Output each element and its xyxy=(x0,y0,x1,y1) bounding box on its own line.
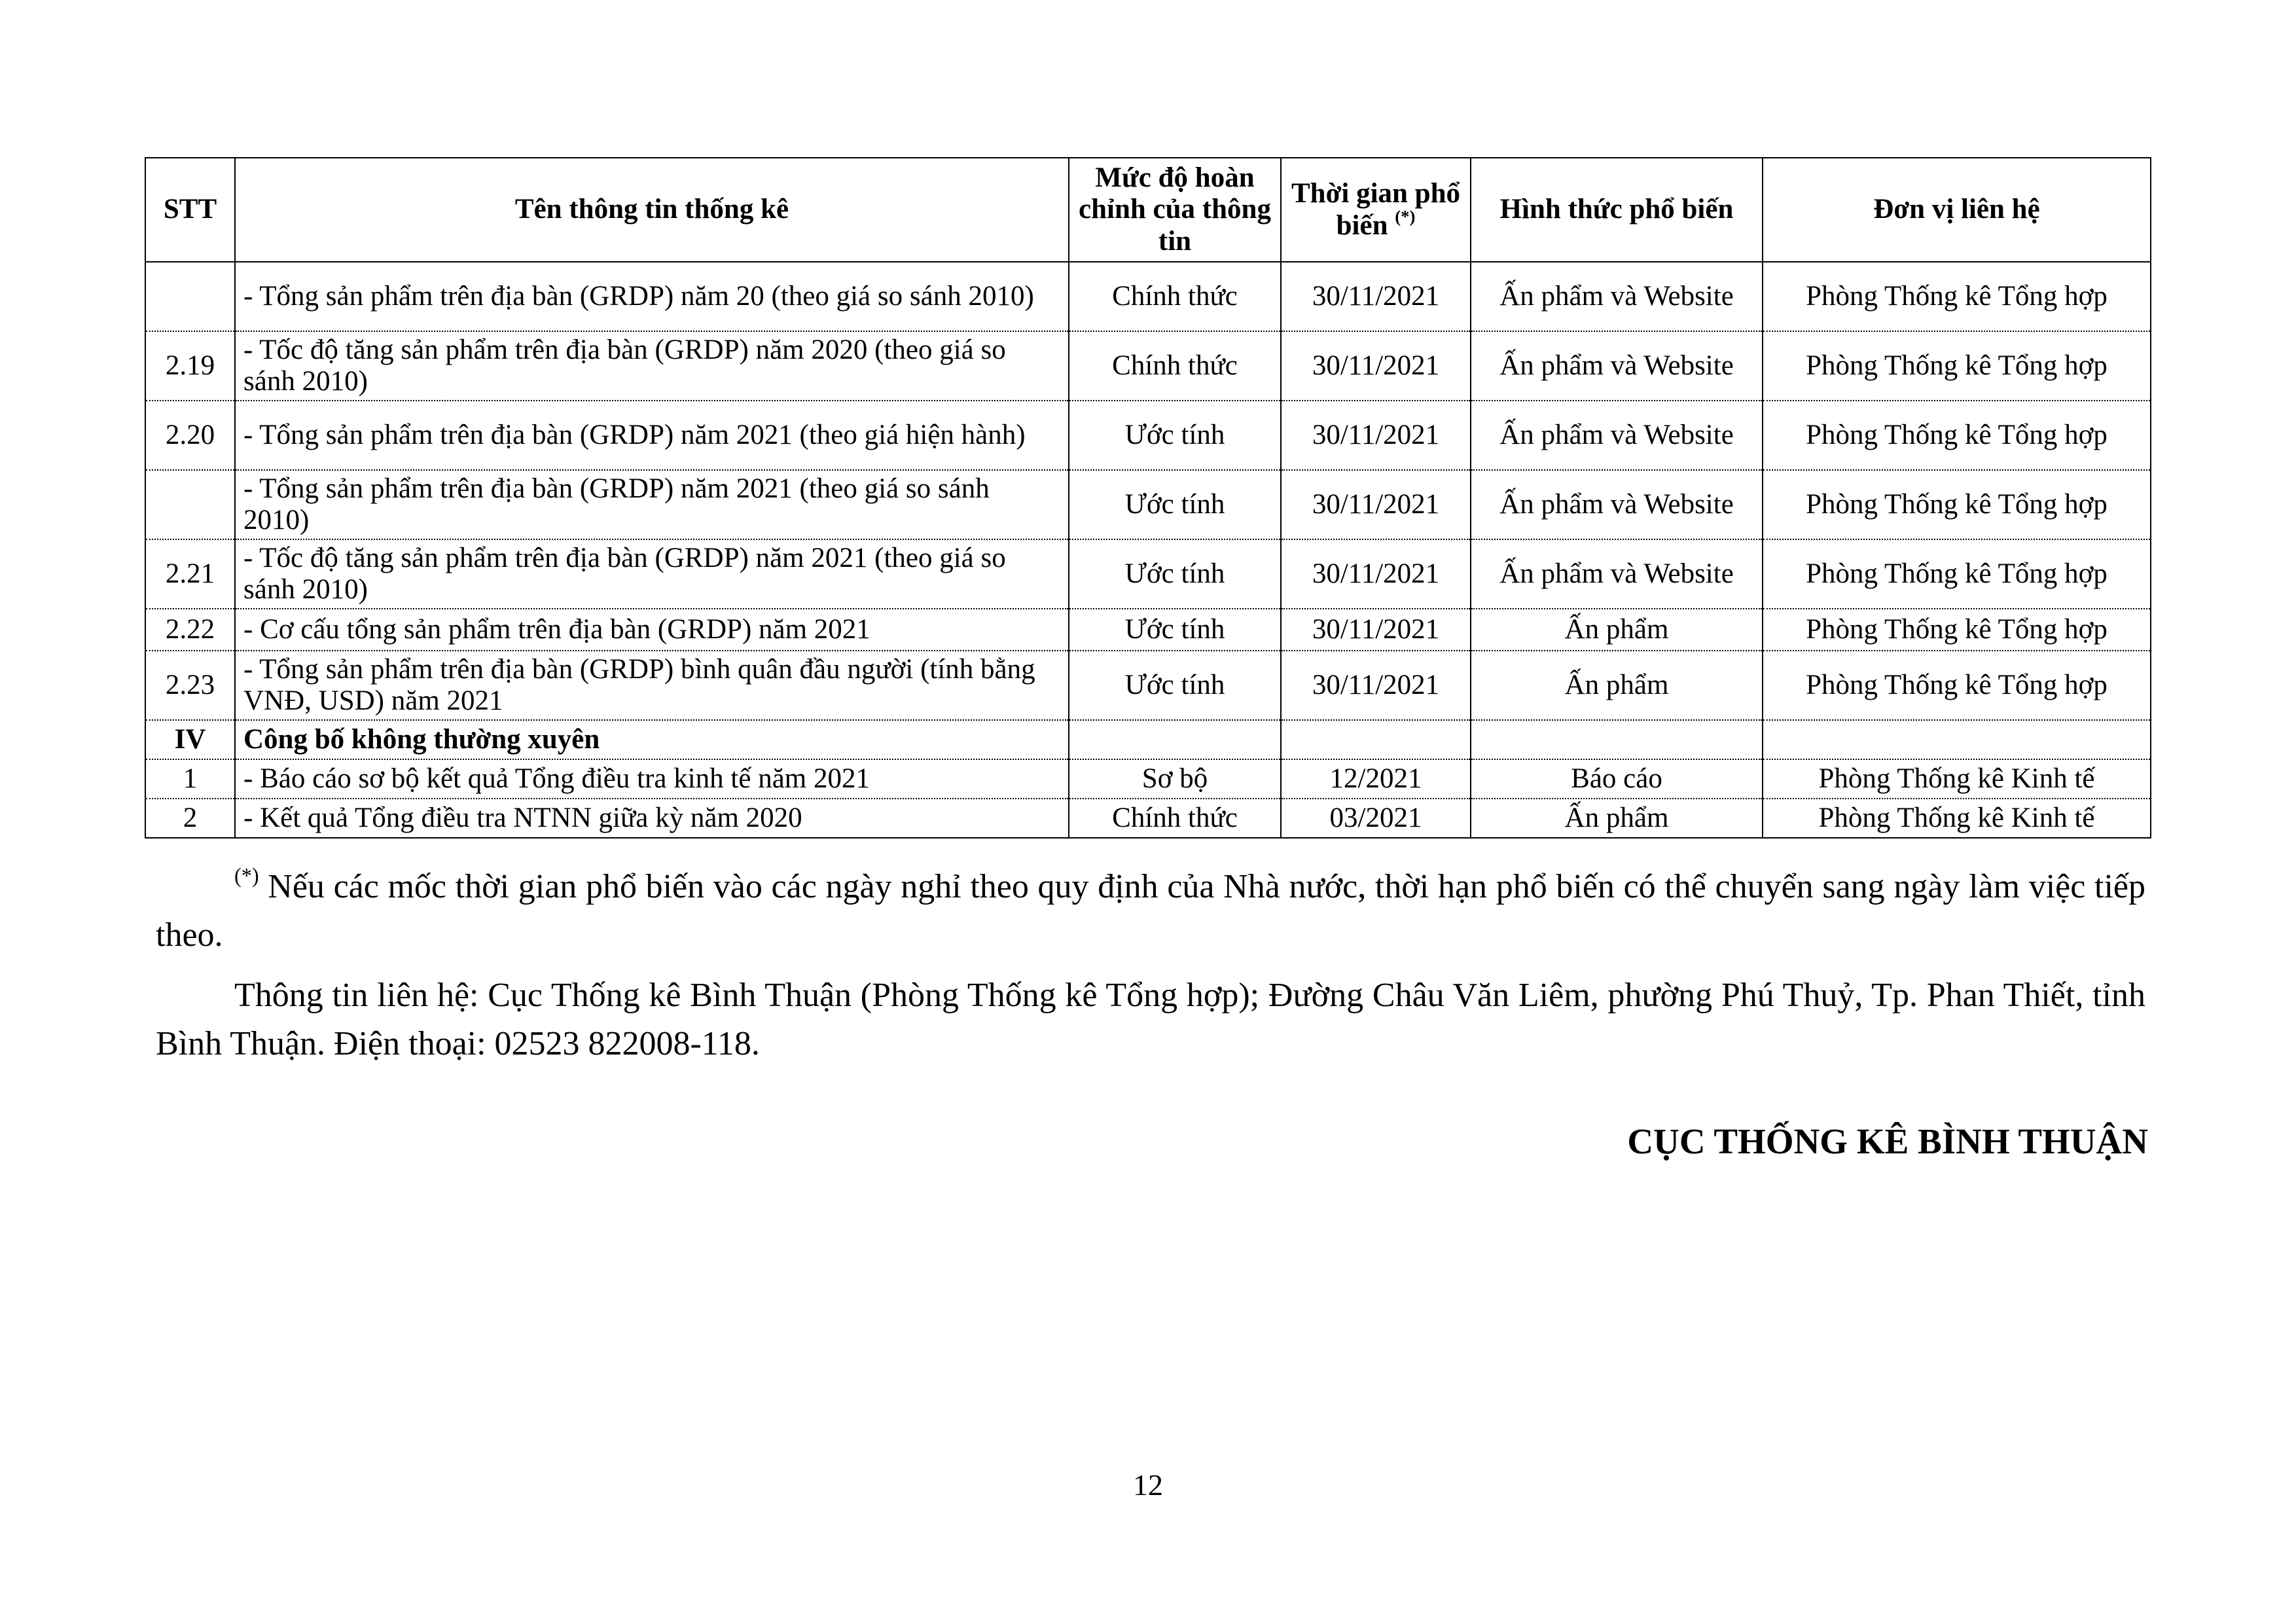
table-row xyxy=(145,470,2151,539)
cell-unit: Phòng Thống kê Tổng hợp xyxy=(1763,609,2151,651)
footnote-text: Nếu các mốc thời gian phổ biến vào các ngày nghỉ theo quy định của Nhà nước, thời hạn phổ biến có thể chuyển sang ngày làm việc tiếp theo. xyxy=(156,868,2145,954)
cell-form: Ấn phẩm và Website xyxy=(1471,262,1763,331)
cell-stt xyxy=(145,262,235,331)
cell-unit: Phòng Thống kê Tổng hợp xyxy=(1763,651,2151,720)
cell-time: 12/2021 xyxy=(1281,759,1471,799)
cell-level: Ước tính xyxy=(1069,651,1281,720)
cell-unit: Phòng Thống kê Tổng hợp xyxy=(1763,262,2151,331)
cell-time: 30/11/2021 xyxy=(1281,539,1471,609)
table-row xyxy=(145,759,2151,799)
cell-unit: Phòng Thống kê Tổng hợp xyxy=(1763,470,2151,539)
statistics-table xyxy=(145,157,2151,839)
cell-level: Chính thức xyxy=(1069,331,1281,401)
cell-stt: 2 xyxy=(145,799,235,838)
cell-form: Báo cáo xyxy=(1471,759,1763,799)
cell-name: - Tốc độ tăng sản phẩm trên địa bàn (GRDP) năm 2021 (theo giá so sánh 2010) xyxy=(235,539,1069,609)
footnote xyxy=(156,863,2145,960)
cell-unit: Phòng Thống kê Kinh tế xyxy=(1763,759,2151,799)
cell-form: Ấn phẩm xyxy=(1471,651,1763,720)
header-stt: STT xyxy=(145,158,235,262)
cell-time xyxy=(1281,720,1471,759)
cell-stt: 2.21 xyxy=(145,539,235,609)
cell-stt: IV xyxy=(145,720,235,759)
table-header-row xyxy=(145,158,2151,262)
header-name: Tên thông tin thống kê xyxy=(235,158,1069,262)
footnote-mark: (*) xyxy=(234,863,259,888)
cell-form: Ấn phẩm xyxy=(1471,609,1763,651)
cell-time: 30/11/2021 xyxy=(1281,609,1471,651)
cell-time: 30/11/2021 xyxy=(1281,331,1471,401)
header-time-footnote-ref: (*) xyxy=(1395,206,1416,226)
cell-form xyxy=(1471,720,1763,759)
table-row xyxy=(145,262,2151,331)
header-time xyxy=(1281,158,1471,262)
table-row xyxy=(145,609,2151,651)
cell-time: 30/11/2021 xyxy=(1281,262,1471,331)
header-level: Mức độ hoàn chỉnh của thông tin xyxy=(1069,158,1281,262)
cell-stt: 2.20 xyxy=(145,401,235,470)
cell-unit: Phòng Thống kê Kinh tế xyxy=(1763,799,2151,838)
table-row xyxy=(145,539,2151,609)
cell-level: Ước tính xyxy=(1069,539,1281,609)
cell-time: 30/11/2021 xyxy=(1281,401,1471,470)
cell-name: - Cơ cấu tổng sản phẩm trên địa bàn (GRDP) năm 2021 xyxy=(235,609,1069,651)
table-row xyxy=(145,651,2151,720)
cell-stt: 2.23 xyxy=(145,651,235,720)
cell-time: 30/11/2021 xyxy=(1281,651,1471,720)
cell-stt xyxy=(145,470,235,539)
table-row xyxy=(145,799,2151,838)
table-row xyxy=(145,401,2151,470)
cell-level xyxy=(1069,720,1281,759)
cell-level: Chính thức xyxy=(1069,799,1281,838)
cell-unit: Phòng Thống kê Tổng hợp xyxy=(1763,401,2151,470)
cell-name: - Kết quả Tổng điều tra NTNN giữa kỳ năm 2020 xyxy=(235,799,1069,838)
cell-name: - Báo cáo sơ bộ kết quả Tổng điều tra kinh tế năm 2021 xyxy=(235,759,1069,799)
cell-level: Sơ bộ xyxy=(1069,759,1281,799)
header-form: Hình thức phổ biến xyxy=(1471,158,1763,262)
header-time-label: Thời gian phổ biến xyxy=(1291,178,1461,241)
cell-stt: 2.19 xyxy=(145,331,235,401)
cell-level: Ước tính xyxy=(1069,470,1281,539)
page-number: 12 xyxy=(1133,1468,1163,1502)
cell-unit: Phòng Thống kê Tổng hợp xyxy=(1763,539,2151,609)
cell-name: - Tốc độ tăng sản phẩm trên địa bàn (GRDP) năm 2020 (theo giá so sánh 2010) xyxy=(235,331,1069,401)
signature-agency: CỤC THỐNG KÊ BÌNH THUẬN xyxy=(1627,1121,2148,1161)
section-row xyxy=(145,720,2151,759)
table-row xyxy=(145,331,2151,401)
cell-form: Ấn phẩm và Website xyxy=(1471,331,1763,401)
cell-level: Chính thức xyxy=(1069,262,1281,331)
cell-time: 30/11/2021 xyxy=(1281,470,1471,539)
cell-name: - Tổng sản phẩm trên địa bàn (GRDP) năm 2021 (theo giá so sánh 2010) xyxy=(235,470,1069,539)
cell-name: - Tổng sản phẩm trên địa bàn (GRDP) năm 2021 (theo giá hiện hành) xyxy=(235,401,1069,470)
cell-time: 03/2021 xyxy=(1281,799,1471,838)
cell-unit: Phòng Thống kê Tổng hợp xyxy=(1763,331,2151,401)
cell-level: Ước tính xyxy=(1069,401,1281,470)
cell-name: - Tổng sản phẩm trên địa bàn (GRDP) bình quân đầu người (tính bằng VNĐ, USD) năm 2021 xyxy=(235,651,1069,720)
cell-form: Ấn phẩm và Website xyxy=(1471,539,1763,609)
cell-form: Ấn phẩm xyxy=(1471,799,1763,838)
cell-form: Ấn phẩm và Website xyxy=(1471,401,1763,470)
cell-stt: 1 xyxy=(145,759,235,799)
cell-unit xyxy=(1763,720,2151,759)
cell-stt: 2.22 xyxy=(145,609,235,651)
cell-form: Ấn phẩm và Website xyxy=(1471,470,1763,539)
header-unit: Đơn vị liên hệ xyxy=(1763,158,2151,262)
cell-name: - Tổng sản phẩm trên địa bàn (GRDP) năm 20 (theo giá so sánh 2010) xyxy=(235,262,1069,331)
cell-level: Ước tính xyxy=(1069,609,1281,651)
contact-info: Thông tin liên hệ: Cục Thống kê Bình Thuận (Phòng Thống kê Tổng hợp); Đường Châu Văn Liêm, phường Phú Thuỷ, Tp. Phan Thiết, tỉnh Bình Thuận. Điện thoại: 02523 822008-118. xyxy=(156,977,2145,1062)
cell-name: Công bố không thường xuyên xyxy=(235,720,1069,759)
